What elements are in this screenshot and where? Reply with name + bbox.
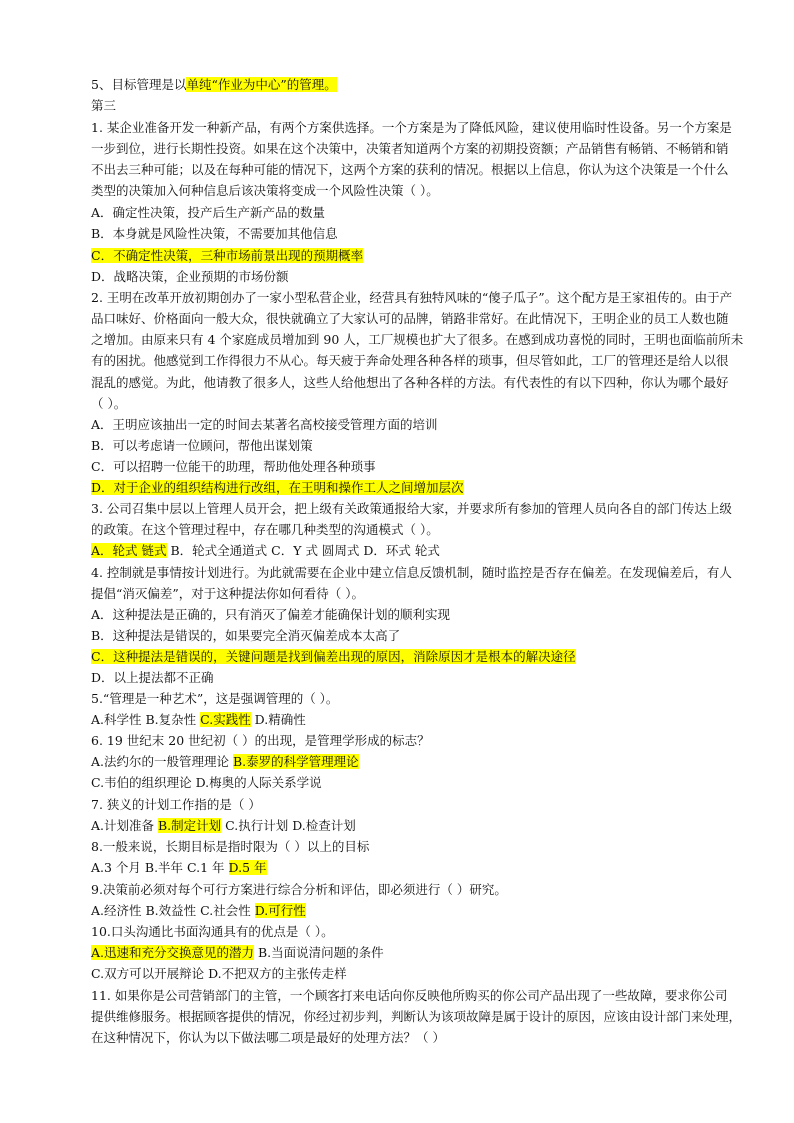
line-text: D．以上提法都不正确 [91,670,214,685]
text-line [91,1009,741,1025]
highlighted-answer: C．这种提法是错误的，关键问题是找到偏差出现的原因，消除原因才是根本的解决途径 [91,649,576,664]
text-line [91,733,430,749]
line-text: A．确定性决策，投产后生产新产品的数量 [91,205,326,220]
text-line [91,586,364,602]
text-line [91,459,376,475]
line-text: 9.决策前必须对每个可行方案进行综合分析和评估，即必须进行（ ）研究。 [91,882,507,897]
text-line [91,903,306,919]
text-line [91,988,727,1004]
text-line [91,226,338,242]
highlighted-answer: A.迅速和充分交换意见的潜力 [91,945,255,960]
highlighted-answer: D.5 年 [228,860,267,875]
line-text: 5、目标管理是以 [91,77,187,92]
line-text: 提供维修服务。根据顾客提供的情况，你经过初步判，判断认为该项故障是属于设计的原因，应该由设计部门来处理， [91,1009,742,1024]
text-line [91,248,363,264]
line-text: 1. 某企业准备开发一种新产品，有两个方案供选择。一个方案是为了降低风险，建议使用临时性设备。另一个方案是 [91,120,732,135]
highlighted-answer: C．不确定性决策，三种市场前景出现的预期概率 [91,248,364,263]
text-line [91,565,732,581]
text-line [91,120,732,136]
line-text: C.韦伯的组织理论 D.梅奥的人际关系学说 [91,775,322,790]
line-text: 4. 控制就是事情按计划进行。为此就需要在企业中建立信息反馈机制，随时监控是否存在偏差。在发现偏差后，有人 [91,565,732,580]
text-line [91,98,116,114]
line-text: 5.“管理是一种艺术”，这是强调管理的（ ）。 [91,691,339,706]
line-text: A.计划准备 [91,818,158,833]
line-text: B．可以考虑请一位顾问，帮他出谋划策 [91,438,313,453]
line-text: C.双方可以开展辩论 D.不把双方的主张传走样 [91,966,347,981]
line-text: A.法约尔的一般管理理论 [91,754,233,769]
line-text: 在这种情况下，你认为以下做法哪二项是最好的处理方法？（ ） [91,1030,445,1045]
line-text: 品口味好、价格面向一般大众，很快就确立了大家认可的品牌，销路非常好。在此情况下，王明企业的员工人数也随 [91,311,729,326]
line-text: C．可以招聘一位能干的助理，帮助他处理各种琐事 [91,459,376,474]
line-text: 8.一般来说，长期目标是指时限为（ ）以上的目标 [91,839,370,854]
text-line [91,607,450,623]
line-text: 7. 狭义的计划工作指的是（ ） [91,797,261,812]
text-line [91,797,261,813]
line-text: B.当面说清问题的条件 [254,945,384,960]
text-line [91,924,334,940]
line-text: 第三 [91,98,117,113]
text-line [91,417,438,433]
text-line [91,396,126,412]
text-line [91,945,384,961]
text-line [91,754,359,770]
line-text: 类型的决策加入何种信息后该决策将变成一个风险性决策（ ）。 [91,183,439,198]
line-text: B．这种提法是错误的，如果要完全消灭偏差成本太高了 [91,628,401,643]
highlighted-answer: D.可行性 [254,903,306,918]
line-text: 6. 19 世纪末 20 世纪初（ ）的出现，是管理学形成的标志？ [91,733,430,748]
text-line [91,860,267,876]
line-text: 混乱的感觉。为此，他请教了很多人，这些人给他想出了各种各样的方法。有代表性的有以下四种，你认为哪个最好 [91,375,729,390]
line-text: D.精确性 [250,712,306,727]
line-text: 3. 公司召集中层以上管理人员开会，把上级有关政策通报给大家，并要求所有参加的管理人员向各自的部门传达上级 [91,501,732,516]
text-line [91,269,289,285]
text-line [91,691,338,707]
line-text: 11. 如果你是公司营销部门的主管，一个顾客打来电话向你反映他所购买的你公司产品出现了一些故障，要求你公司 [91,988,728,1003]
text-line [91,353,729,369]
line-text: C.执行计划 D.检查计划 [221,818,356,833]
line-text: B．轮式全通道式 C．Y 式 圆周式 D．环式 轮式 [166,543,440,558]
highlighted-answer: D．对于企业的组织结构进行改组，在王明和操作工人之间增加层次 [91,480,464,495]
text-line [91,522,439,538]
text-line [91,670,214,686]
line-text: （ ）。 [91,396,127,411]
highlighted-answer: B.制定计划 [157,818,222,833]
highlighted-answer: 单纯“作业为中心”的管理。 [186,77,337,92]
text-line [91,628,400,644]
line-text: B．本身就是风险性决策，不需要加其他信息 [91,226,338,241]
line-text: D．战略决策，企业预期的市场份额 [91,269,289,284]
text-line [91,183,439,199]
text-line [91,775,322,791]
line-text: 之增加。由原来只有 4 个家庭成员增加到 90 人，工厂规模也扩大了很多。在感到成功喜悦的同时，王明也面临前所未 [91,332,744,347]
line-text: A.3 个月 B.半年 C.1 年 [91,860,229,875]
line-text: 有的困扰。他感觉到工作得很力不从心。每天疲于奔命处理各种各样的琐事，但尽管如此，工厂的管理还是给人以很 [91,353,729,368]
line-text: 的政策。在这个管理过程中，存在哪几种类型的沟通模式（ ）。 [91,522,439,537]
text-line [91,438,313,454]
text-line [91,480,464,496]
line-text: 10.口头沟通比书面沟通具有的优点是（ ）。 [91,924,334,939]
text-line [91,818,356,834]
text-line [91,839,369,855]
text-line [91,290,732,306]
text-line [91,311,729,327]
line-text: 不出去三种可能；以及在每种可能的情况下，这两个方案的获利的情况。根据以上信息，你认为这个决策是一个什么 [91,162,729,177]
text-line [91,543,440,559]
text-line [91,375,729,391]
text-line [91,712,306,728]
highlighted-answer: C.实践性 [200,712,251,727]
highlighted-answer: A．轮式 链式 [91,543,167,558]
text-line [91,501,732,517]
text-line [91,141,729,157]
text-line [91,649,576,665]
line-text: A．王明应该抽出一定的时间去某著名高校接受管理方面的培训 [91,417,438,432]
text-line [91,205,325,221]
line-text: 提倡“消灭偏差”，对于这种提法你如何看待（ ）。 [91,586,365,601]
line-text: 2. 王明在改革开放初期创办了一家小型私营企业，经营具有独特风味的“傻子瓜子”。这个配方是王家祖传的。由于产 [91,290,733,305]
line-text: 一步到位，进行长期性投资。如果在这个决策中，决策者知道两个方案的初期投资额；产品销售有畅销、不畅销和销 [91,141,729,156]
highlighted-answer: B.泰罗的科学管理理论 [232,754,359,769]
text-line [91,332,743,348]
line-text: A.科学性 B.复杂性 [91,712,201,727]
text-line [91,162,729,178]
text-line [91,1030,445,1046]
line-text: A．这种提法是正确的，只有消灭了偏差才能确保计划的顺利实现 [91,607,451,622]
text-line [91,882,507,898]
text-line [91,966,347,982]
line-text: A.经济性 B.效益性 C.社会性 [91,903,255,918]
text-line [91,77,337,93]
